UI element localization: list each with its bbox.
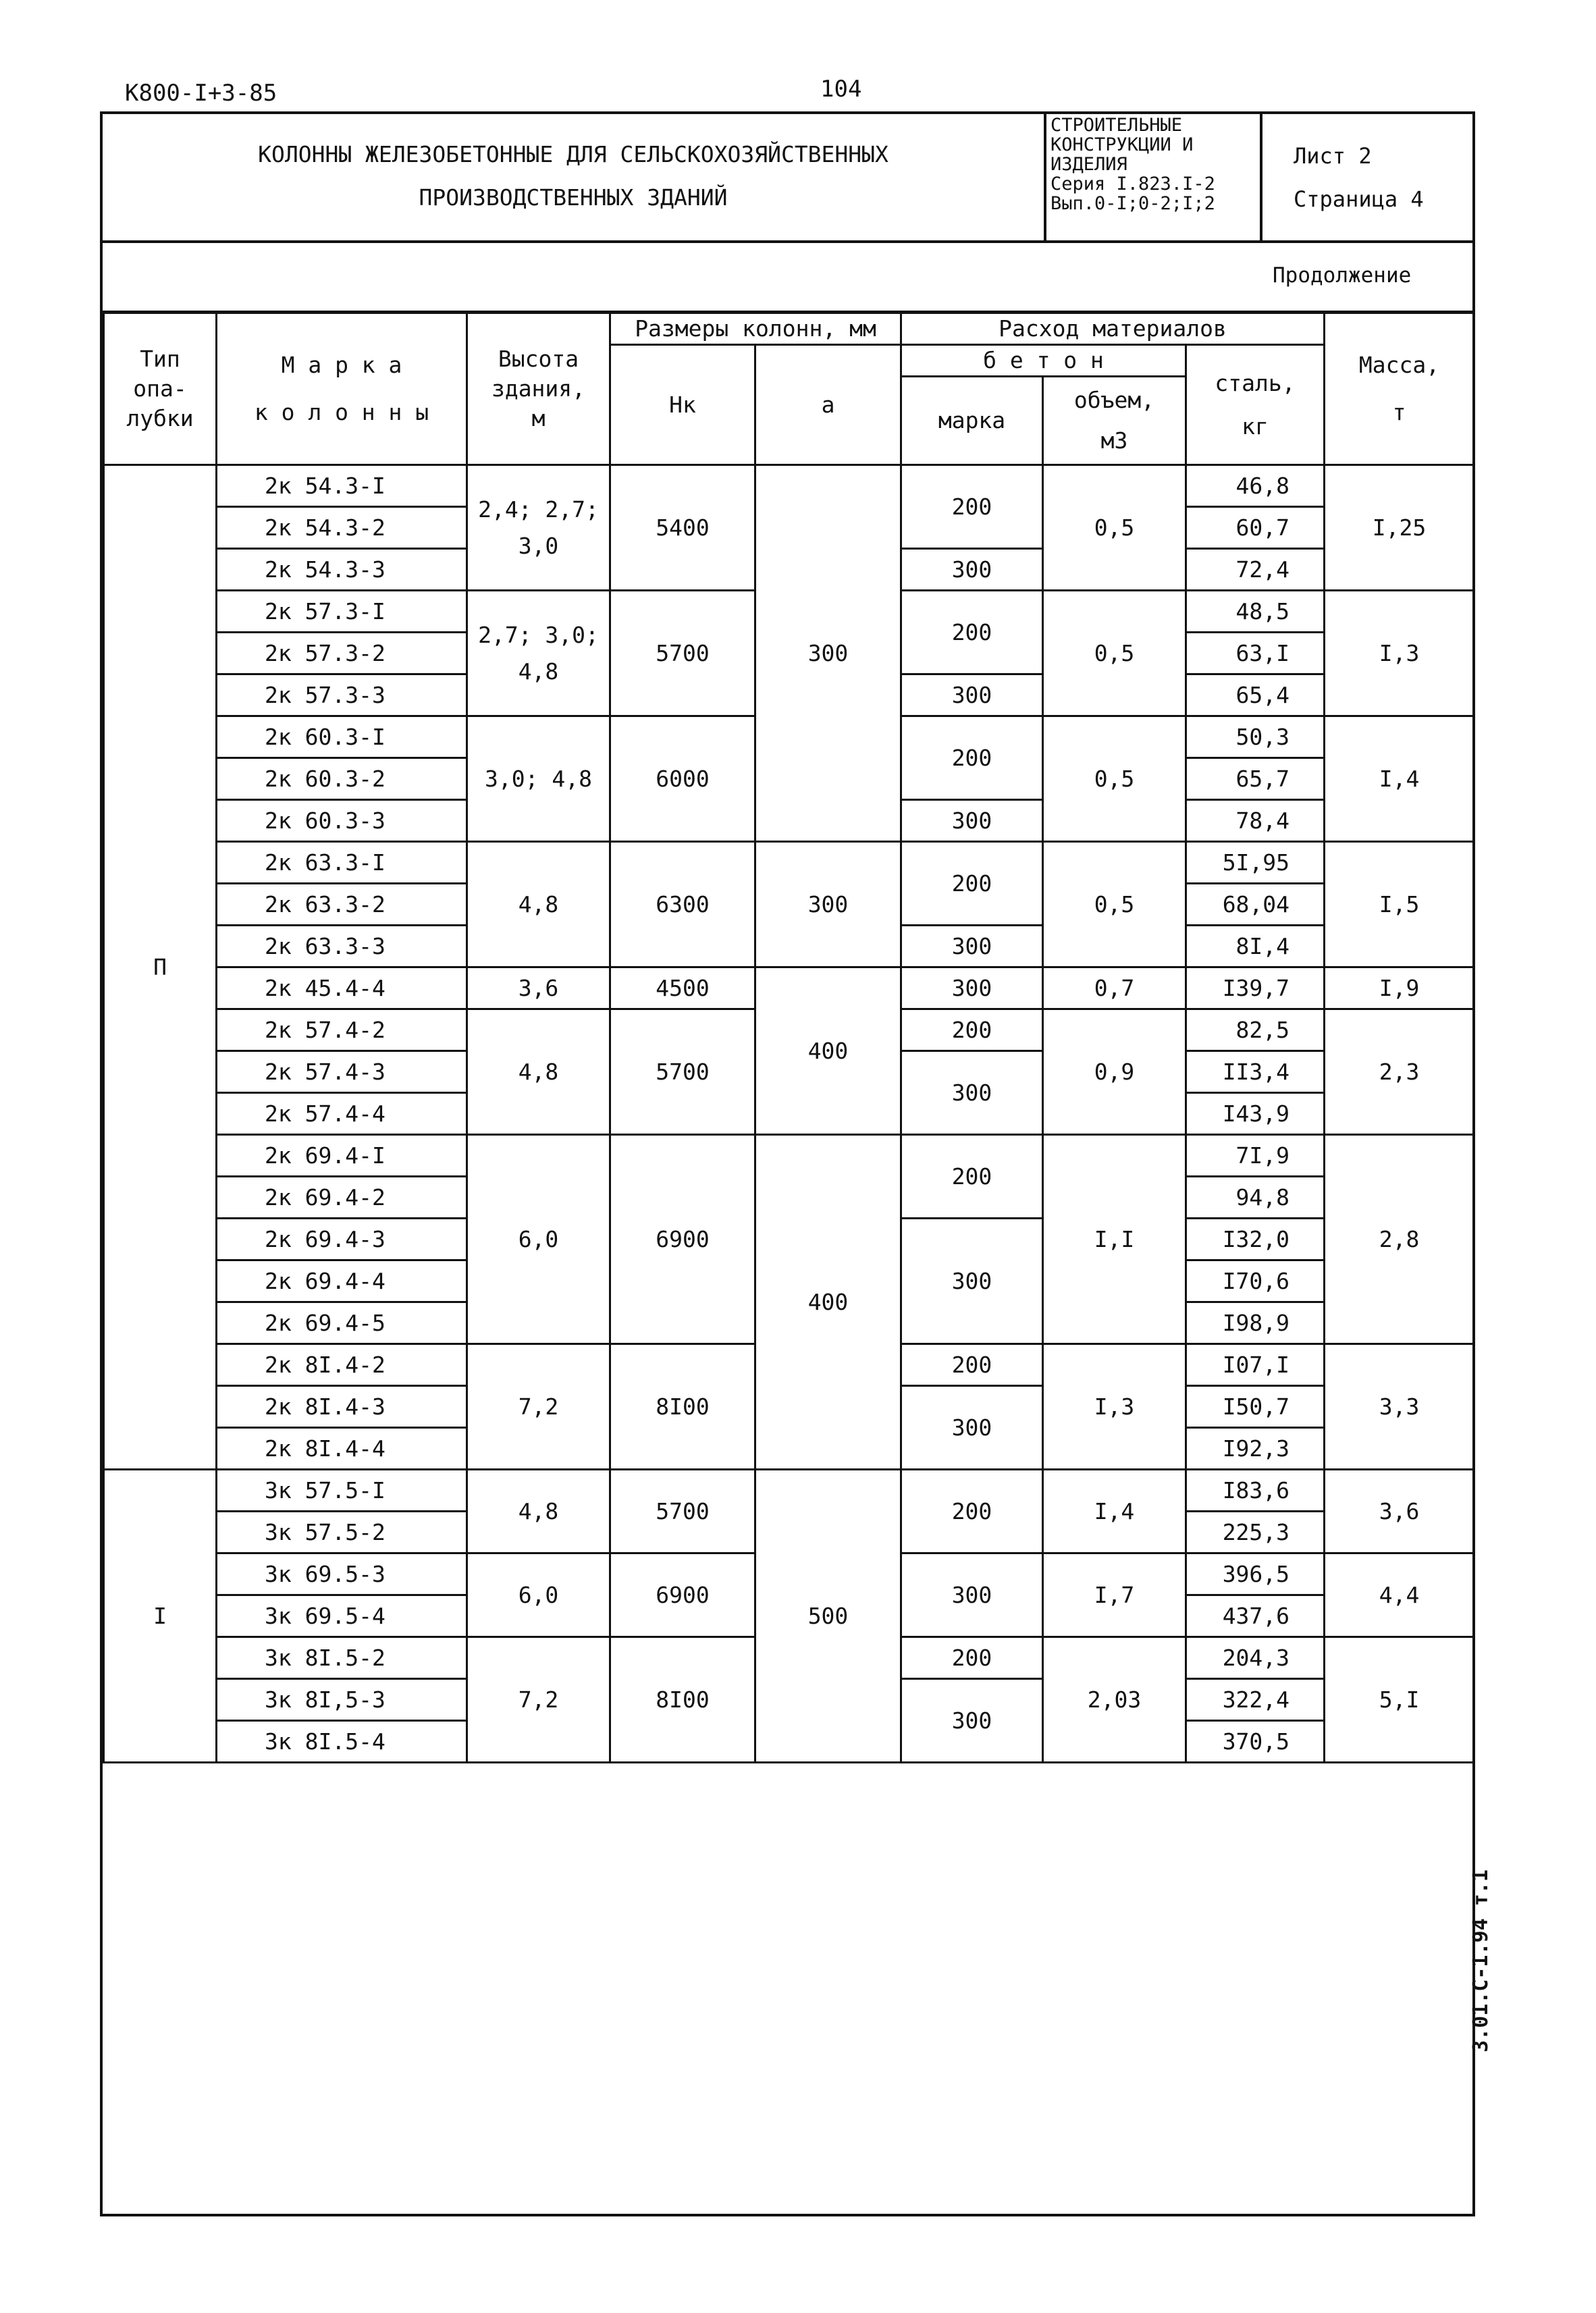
- col-header-concrete: б е т о н: [901, 345, 1186, 377]
- page-number: 104: [820, 76, 862, 103]
- steel-cell: I07,I: [1186, 1344, 1325, 1386]
- volume-cell: 0,7: [1043, 967, 1186, 1009]
- steel-cell: I50,7: [1186, 1386, 1325, 1428]
- steel-cell: I43,9: [1186, 1093, 1325, 1135]
- formwork-type-cell: I: [104, 1470, 217, 1763]
- mass-cell: I,25: [1325, 465, 1474, 591]
- col-header-type: Тип опа- лубки: [104, 313, 217, 465]
- hk-cell: 5700: [610, 1470, 755, 1553]
- mark-cell: 2к 57.4-2: [217, 1009, 467, 1051]
- col-header-height: Высота здания, м: [467, 313, 610, 465]
- volume-cell: 2,03: [1043, 1637, 1186, 1763]
- continuation-label: Продолжение: [1273, 263, 1412, 288]
- volume-cell: 0,5: [1043, 465, 1186, 591]
- mark-cell: 3к 8I,5-3: [217, 1679, 467, 1721]
- steel-cell: I32,0: [1186, 1219, 1325, 1260]
- mark-cell: 2к 57.3-3: [217, 674, 467, 716]
- title-line-1: КОЛОННЫ ЖЕЛЕЗОБЕТОННЫЕ ДЛЯ СЕЛЬСКОХОЗЯЙСТВЕННЫХ: [258, 140, 888, 167]
- grade-cell: 300: [901, 674, 1043, 716]
- mark-cell: 2к 63.3-I: [217, 842, 467, 884]
- hk-cell: 5700: [610, 1009, 755, 1135]
- mark-cell: 2к 69.4-4: [217, 1260, 467, 1302]
- col-header-volume: объем, м3: [1043, 377, 1186, 465]
- columns-table: [103, 312, 1475, 1763]
- a-cell: 300: [755, 465, 901, 842]
- volume-cell: 0,5: [1043, 716, 1186, 842]
- continuation-row: [100, 240, 1475, 313]
- steel-cell: 94,8: [1186, 1177, 1325, 1219]
- mark-cell: 2к 60.3-I: [217, 716, 467, 758]
- mark-cell: 3к 57.5-2: [217, 1512, 467, 1553]
- page-label: Страница 4: [1294, 186, 1424, 212]
- grade-cell: 300: [901, 549, 1043, 591]
- mark-cell: 2к 69.4-I: [217, 1135, 467, 1177]
- steel-cell: 46,8: [1186, 465, 1325, 507]
- steel-cell: I39,7: [1186, 967, 1325, 1009]
- series-line: ИЗДЕЛИЯ: [1050, 154, 1127, 175]
- steel-cell: 60,7: [1186, 507, 1325, 549]
- height-cell: 2,7; 3,0; 4,8: [467, 591, 610, 716]
- mark-cell: 2к 8I.4-4: [217, 1428, 467, 1470]
- volume-cell: 0,5: [1043, 591, 1186, 716]
- a-cell: 400: [755, 1135, 901, 1470]
- hk-cell: 6900: [610, 1135, 755, 1344]
- mass-cell: I,3: [1325, 591, 1474, 716]
- volume-cell: I,3: [1043, 1344, 1186, 1470]
- height-cell: 2,4; 2,7; 3,0: [467, 465, 610, 591]
- table-row: [104, 1135, 1474, 1177]
- mass-cell: 2,3: [1325, 1009, 1474, 1135]
- mark-cell: 2к 45.4-4: [217, 967, 467, 1009]
- mark-cell: 3к 69.5-4: [217, 1595, 467, 1637]
- steel-cell: 72,4: [1186, 549, 1325, 591]
- grade-cell: 300: [901, 1553, 1043, 1637]
- steel-cell: 68,04: [1186, 884, 1325, 926]
- grade-cell: 200: [901, 716, 1043, 800]
- mark-cell: 2к 8I.4-3: [217, 1386, 467, 1428]
- steel-cell: 437,6: [1186, 1595, 1325, 1637]
- series-block: [1046, 111, 1262, 240]
- mass-cell: I,4: [1325, 716, 1474, 842]
- steel-cell: 5I,95: [1186, 842, 1325, 884]
- col-header-grade: марка: [901, 377, 1043, 465]
- a-cell: 400: [755, 967, 901, 1135]
- grade-cell: 200: [901, 1009, 1043, 1051]
- steel-cell: I83,6: [1186, 1470, 1325, 1512]
- formwork-type-cell: П: [104, 465, 217, 1470]
- mass-cell: 5,I: [1325, 1637, 1474, 1763]
- grade-cell: 200: [901, 1344, 1043, 1386]
- height-cell: 3,6: [467, 967, 610, 1009]
- steel-cell: I98,9: [1186, 1302, 1325, 1344]
- height-cell: 6,0: [467, 1553, 610, 1637]
- mark-cell: 2к 57.3-2: [217, 633, 467, 674]
- col-header-hk: Нк: [610, 345, 755, 465]
- steel-cell: 63,I: [1186, 633, 1325, 674]
- title-line-2: ПРОИЗВОДСТВЕННЫХ ЗДАНИЙ: [419, 184, 728, 211]
- mark-cell: 2к 69.4-5: [217, 1302, 467, 1344]
- mass-cell: 2,8: [1325, 1135, 1474, 1344]
- height-cell: 6,0: [467, 1135, 610, 1344]
- mark-cell: 2к 60.3-3: [217, 800, 467, 842]
- steel-cell: 370,5: [1186, 1721, 1325, 1763]
- col-header-mass: Масса, т: [1325, 313, 1474, 465]
- table-row: [104, 967, 1474, 1009]
- volume-cell: 0,5: [1043, 842, 1186, 967]
- col-header-mark: М а р к а к о л о н н ы: [217, 313, 467, 465]
- hk-cell: 5700: [610, 591, 755, 716]
- hk-cell: 6900: [610, 1553, 755, 1637]
- steel-cell: 322,4: [1186, 1679, 1325, 1721]
- mark-cell: 2к 54.3-3: [217, 549, 467, 591]
- steel-cell: 50,3: [1186, 716, 1325, 758]
- mark-cell: 2к 54.3-2: [217, 507, 467, 549]
- mark-cell: 2к 69.4-2: [217, 1177, 467, 1219]
- mark-cell: 2к 8I.4-2: [217, 1344, 467, 1386]
- col-header-steel: сталь, кг: [1186, 345, 1325, 465]
- volume-cell: I,4: [1043, 1470, 1186, 1553]
- grade-cell: 200: [901, 842, 1043, 926]
- height-cell: 7,2: [467, 1344, 610, 1470]
- mark-cell: 3к 8I.5-4: [217, 1721, 467, 1763]
- grade-cell: 300: [901, 1386, 1043, 1470]
- a-cell: 500: [755, 1470, 901, 1763]
- grade-cell: 200: [901, 1135, 1043, 1219]
- mass-cell: 4,4: [1325, 1553, 1474, 1637]
- mass-cell: 3,6: [1325, 1470, 1474, 1553]
- col-header-a: а: [755, 345, 901, 465]
- series-line: СТРОИТЕЛЬНЫЕ: [1050, 115, 1183, 136]
- series-line: КОНСТРУКЦИИ И: [1050, 134, 1194, 155]
- height-cell: 4,8: [467, 842, 610, 967]
- steel-cell: II3,4: [1186, 1051, 1325, 1093]
- grade-cell: 300: [901, 1051, 1043, 1135]
- table-row: [104, 1470, 1474, 1512]
- mark-cell: 2к 69.4-3: [217, 1219, 467, 1260]
- series-line: Вып.0-I;0-2;I;2: [1050, 193, 1215, 214]
- table-row: [104, 842, 1474, 884]
- hk-cell: 8I00: [610, 1637, 755, 1763]
- mass-cell: I,9: [1325, 967, 1474, 1009]
- hk-cell: 5400: [610, 465, 755, 591]
- mark-cell: 2к 57.4-3: [217, 1051, 467, 1093]
- volume-cell: I,7: [1043, 1553, 1186, 1637]
- hk-cell: 6000: [610, 716, 755, 842]
- grade-cell: 200: [901, 465, 1043, 549]
- sheet-block: [1262, 111, 1475, 240]
- mark-cell: 2к 63.3-2: [217, 884, 467, 926]
- steel-cell: 48,5: [1186, 591, 1325, 633]
- col-header-dims: Размеры колонн, мм: [610, 313, 901, 345]
- steel-cell: I92,3: [1186, 1428, 1325, 1470]
- series-line: Серия I.823.I-2: [1050, 174, 1215, 194]
- col-header-materials: Расход материалов: [901, 313, 1325, 345]
- volume-cell: 0,9: [1043, 1009, 1186, 1135]
- mark-cell: 3к 69.5-3: [217, 1553, 467, 1595]
- volume-cell: I,I: [1043, 1135, 1186, 1344]
- mark-cell: 2к 57.3-I: [217, 591, 467, 633]
- steel-cell: 396,5: [1186, 1553, 1325, 1595]
- a-cell: 300: [755, 842, 901, 967]
- height-cell: 4,8: [467, 1009, 610, 1135]
- mark-cell: 2к 60.3-2: [217, 758, 467, 800]
- mass-cell: 3,3: [1325, 1344, 1474, 1470]
- table-row: [104, 465, 1474, 507]
- mark-cell: 3к 8I.5-2: [217, 1637, 467, 1679]
- mark-cell: 2к 54.3-I: [217, 465, 467, 507]
- grade-cell: 300: [901, 967, 1043, 1009]
- steel-cell: 82,5: [1186, 1009, 1325, 1051]
- grade-cell: 300: [901, 1219, 1043, 1344]
- grade-cell: 300: [901, 926, 1043, 967]
- steel-cell: 78,4: [1186, 800, 1325, 842]
- steel-cell: I70,6: [1186, 1260, 1325, 1302]
- document-code: К800-I+3-85: [125, 80, 277, 107]
- height-cell: 3,0; 4,8: [467, 716, 610, 842]
- grade-cell: 200: [901, 1637, 1043, 1679]
- grade-cell: 200: [901, 1470, 1043, 1553]
- steel-cell: 7I,9: [1186, 1135, 1325, 1177]
- mark-cell: 3к 57.5-I: [217, 1470, 467, 1512]
- side-code: 3.01.С-1.94 т.1: [1469, 1869, 1493, 2052]
- steel-cell: 204,3: [1186, 1637, 1325, 1679]
- steel-cell: 8I,4: [1186, 926, 1325, 967]
- height-cell: 4,8: [467, 1470, 610, 1553]
- hk-cell: 8I00: [610, 1344, 755, 1470]
- grade-cell: 300: [901, 1679, 1043, 1763]
- grade-cell: 300: [901, 800, 1043, 842]
- steel-cell: 65,7: [1186, 758, 1325, 800]
- height-cell: 7,2: [467, 1637, 610, 1763]
- sheet-label: Лист 2: [1294, 143, 1372, 169]
- mark-cell: 2к 63.3-3: [217, 926, 467, 967]
- hk-cell: 6300: [610, 842, 755, 967]
- hk-cell: 4500: [610, 967, 755, 1009]
- mark-cell: 2к 57.4-4: [217, 1093, 467, 1135]
- steel-cell: 65,4: [1186, 674, 1325, 716]
- grade-cell: 200: [901, 591, 1043, 674]
- mass-cell: I,5: [1325, 842, 1474, 967]
- document-title: [103, 111, 1046, 240]
- steel-cell: 225,3: [1186, 1512, 1325, 1553]
